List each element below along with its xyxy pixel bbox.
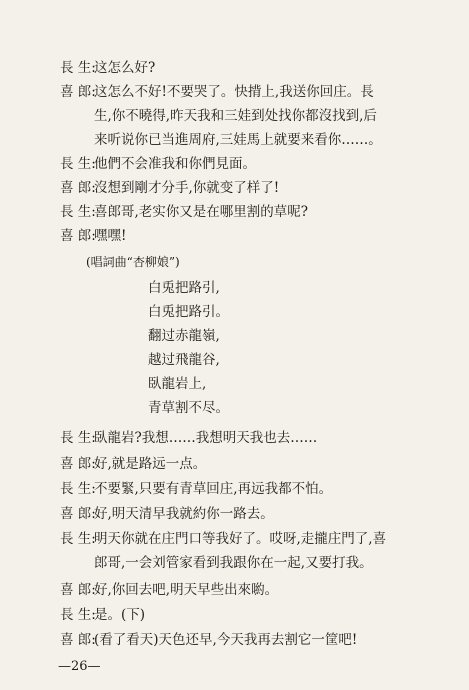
speaker-name: 長 生: — [60, 481, 96, 497]
dialogue-text: 明天你就在庄門口等我好了。哎呀,走攏庄門了,喜 — [94, 531, 387, 547]
speaker-name: 長 生: — [60, 531, 96, 547]
dialogue-line — [60, 527, 451, 551]
speaker-name: 長 生: — [60, 204, 96, 220]
dialogue-text: 他們不会准我和你們見面。 — [94, 156, 256, 172]
dialogue-line — [60, 56, 451, 80]
dialogue-text: 好,你回去吧,明天早些出來喲。 — [94, 582, 279, 598]
dialogue-text: (看了看天)天色还早,今天我再去割它一筐吧! — [94, 632, 358, 648]
speaker-name: 喜 郎: — [60, 506, 96, 522]
speaker-name: 長 生: — [60, 607, 96, 623]
stage-direction: (唱詞曲“杏柳娘”) — [86, 255, 180, 269]
speaker-name: 喜 郎: — [60, 456, 96, 472]
dialogue-text: 喜郎哥,老实你又是在哪里割的草呢? — [94, 204, 309, 220]
dialogue-line — [60, 152, 451, 176]
dialogue-line — [60, 200, 451, 224]
dialogue-text: 好,明天清早我就約你一路去。 — [94, 506, 274, 522]
song-lyric: 越过飛龍谷, — [148, 352, 220, 368]
dialogue-line — [60, 426, 451, 450]
dialogue-line — [60, 578, 451, 602]
dialogue-continuation: 郎哥,一会刘管家看到我跟你在一起,又要打我。 — [94, 555, 373, 571]
song-lyric: 白兎把路引, — [148, 280, 220, 296]
speaker-name: 喜 郎: — [60, 180, 96, 196]
speaker-name: 喜 郎: — [60, 582, 96, 598]
speaker-name: 長 生: — [60, 156, 96, 172]
speaker-name: 長 生: — [60, 430, 96, 446]
dialogue-text: 嘿嘿! — [94, 228, 127, 244]
dialogue-text: 是。(下) — [94, 607, 146, 623]
dialogue-text: 这怎么好? — [94, 60, 156, 76]
dialogue-line — [60, 477, 451, 501]
dialogue-text: 好,就是路远一点。 — [94, 456, 207, 472]
dialogue-line — [60, 224, 451, 248]
song-lyric: 白兎把路引。 — [148, 304, 229, 320]
song-lyric: 青草割不尽。 — [148, 400, 229, 416]
dialogue-continuation: 生,你不曉得,昨天我和三娃到处找你都沒找到,后 — [94, 108, 377, 124]
speaker-name: 長 生: — [60, 60, 96, 76]
speaker-name: 喜 郎: — [60, 228, 96, 244]
dialogue-text: 臥龍岩?我想……我想明天我也去…… — [94, 430, 318, 446]
dialogue-line — [60, 80, 451, 104]
song-lyric: 翻过赤龍嶺, — [148, 328, 220, 344]
page-number: —26— — [58, 659, 101, 674]
speaker-name: 喜 郎: — [60, 84, 96, 100]
song-lyric: 臥龍岩上, — [148, 376, 207, 392]
dialogue-text: 这怎么不好!不要哭了。快揹上,我送你回庄。長 — [94, 84, 374, 100]
dialogue-line — [60, 452, 451, 476]
dialogue-text: 不要緊,只要有青草回庄,再远我都不怕。 — [94, 481, 333, 497]
dialogue-continuation: 来听说你已当進周府,三娃馬上就要来看你……。 — [94, 132, 382, 148]
speaker-name: 喜 郎: — [60, 632, 96, 648]
dialogue-line — [60, 628, 451, 652]
dialogue-line — [60, 603, 451, 627]
dialogue-text: 沒想到剛才分手,你就变了样了! — [94, 180, 280, 196]
dialogue-line — [60, 176, 451, 200]
dialogue-line — [60, 502, 451, 526]
